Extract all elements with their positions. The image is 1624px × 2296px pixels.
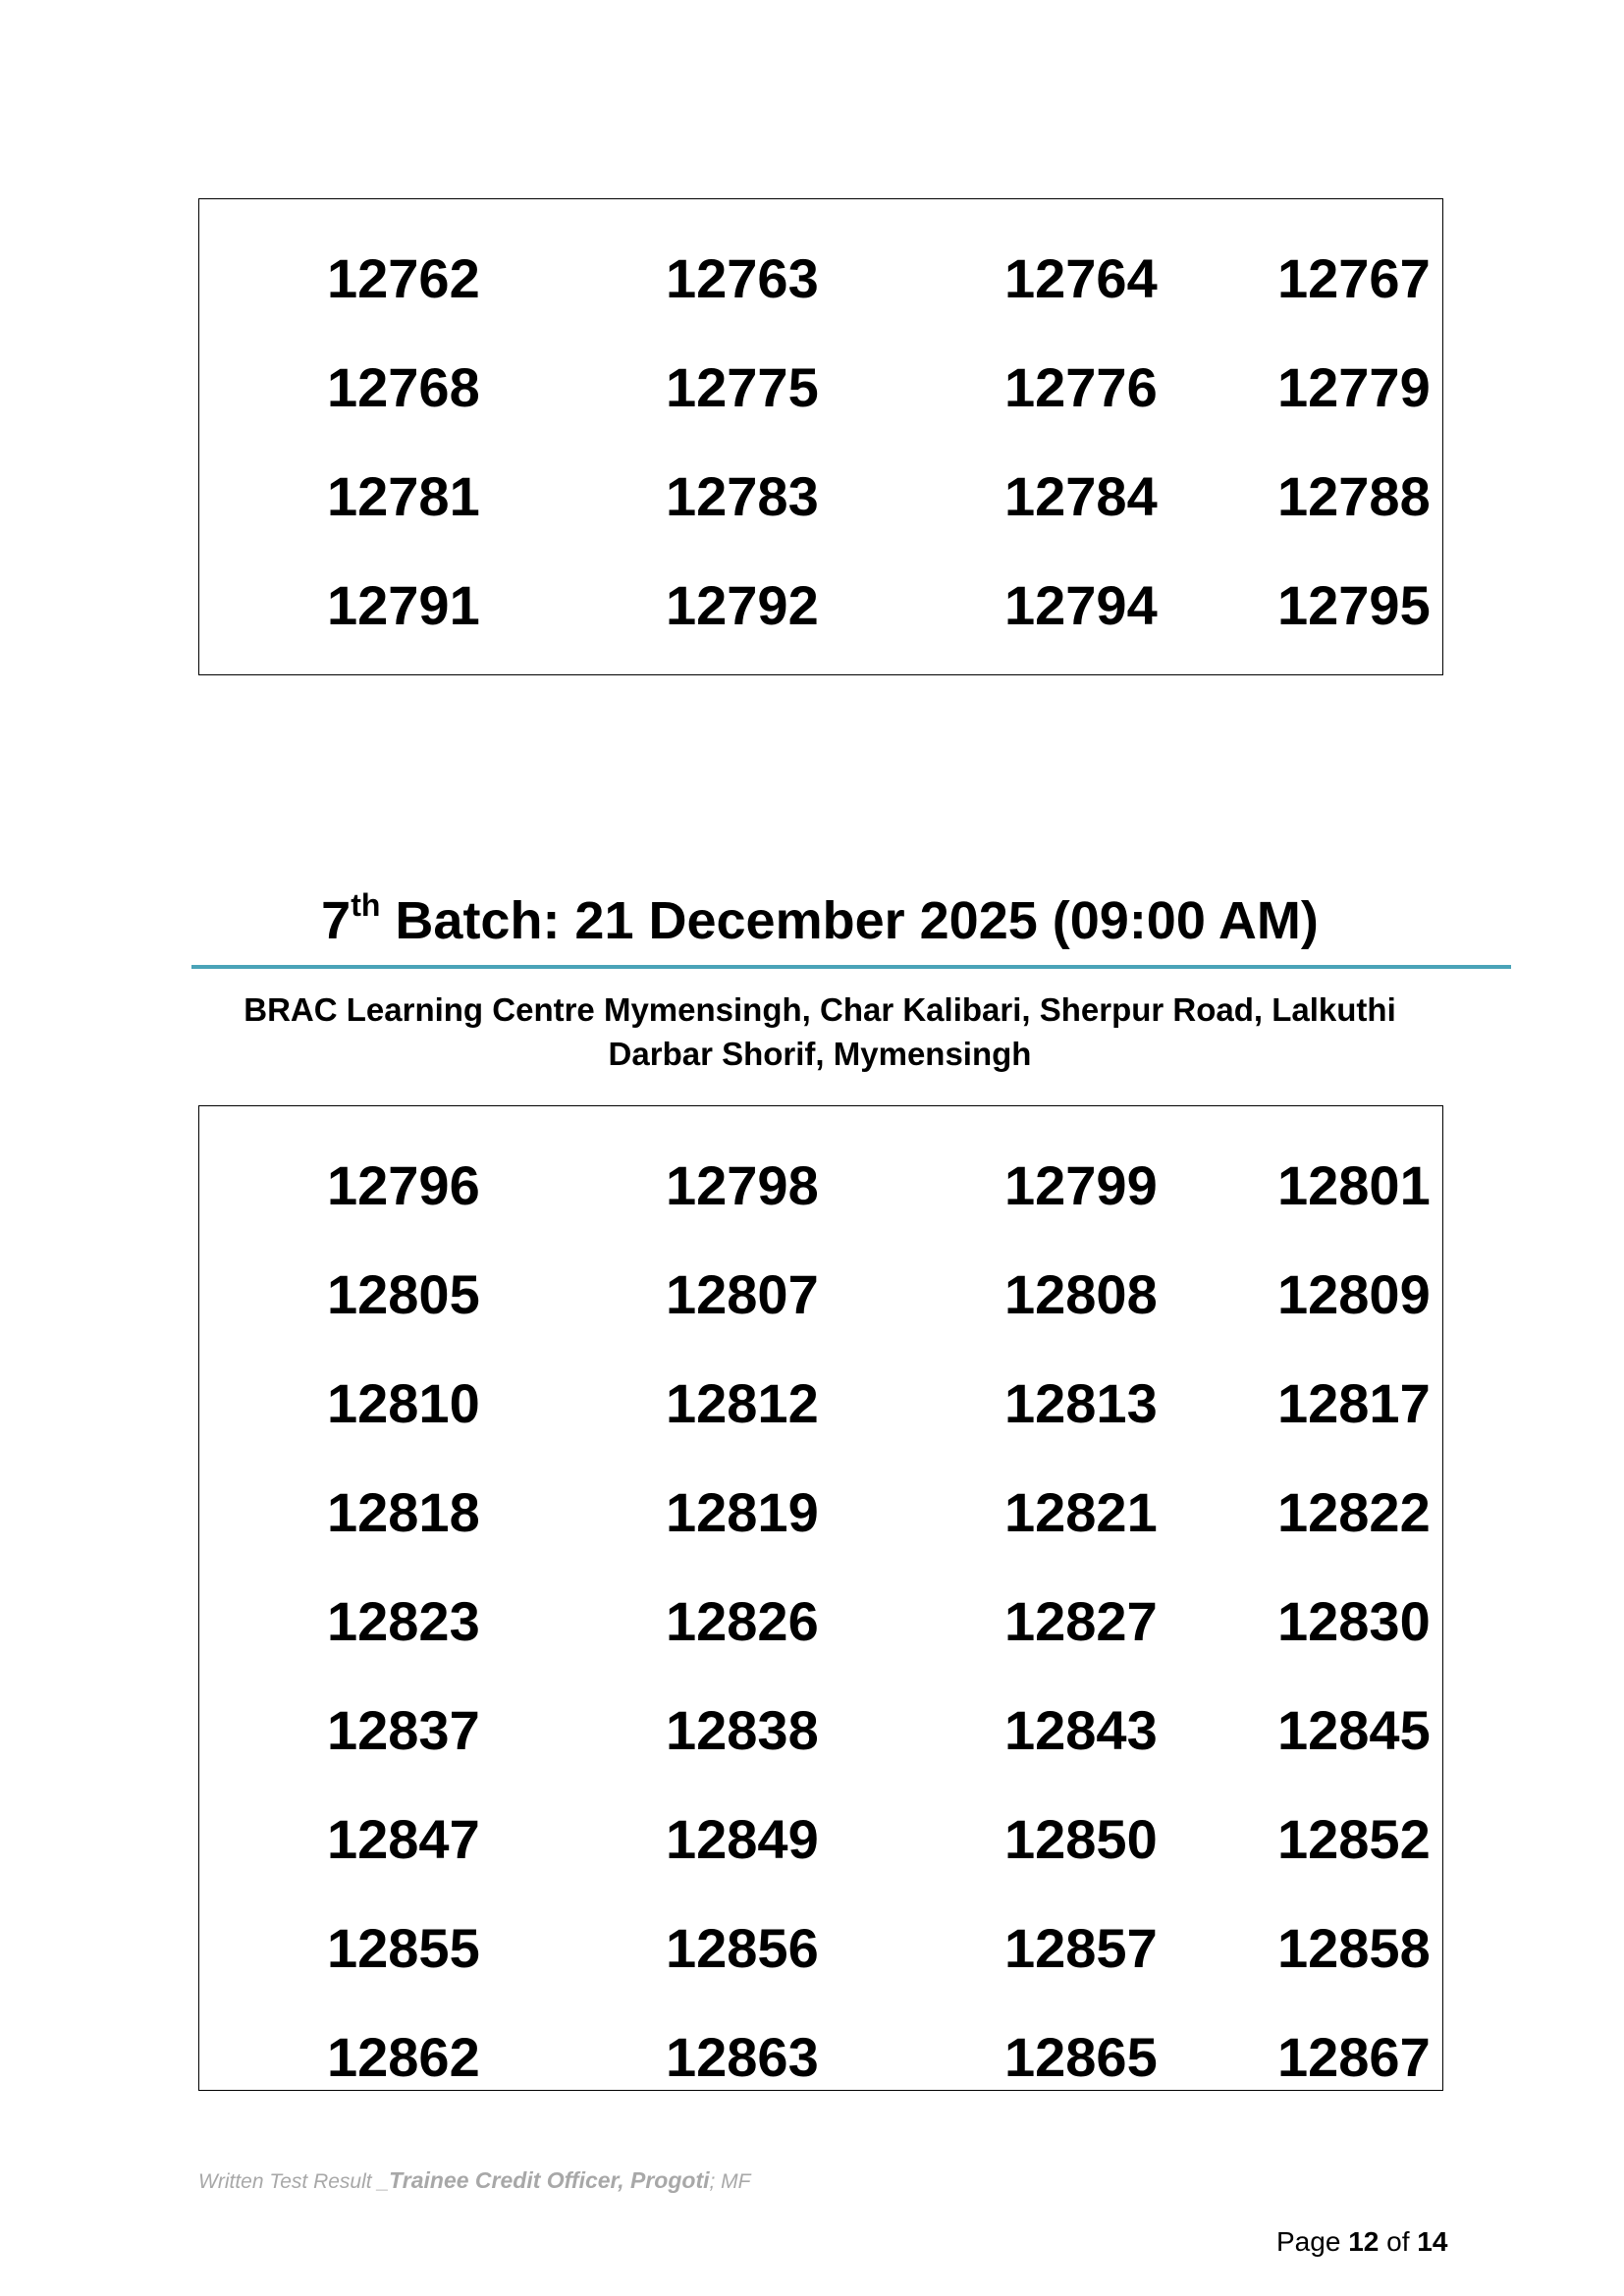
page-number: [1276, 2226, 1447, 2258]
roll-number-cell: 12808: [1004, 1263, 1158, 1325]
roll-number-cell: 12826: [666, 1590, 819, 1652]
roll-number-cell: 12788: [1277, 465, 1431, 527]
footer-note: [198, 2167, 751, 2194]
roll-number-cell: 12830: [1277, 1590, 1431, 1652]
roll-number-cell: 12796: [327, 1154, 480, 1216]
roll-number-cell: 12813: [1004, 1372, 1158, 1434]
roll-number-cell: 12764: [1004, 247, 1158, 309]
roll-number-cell: 12855: [327, 1917, 480, 1979]
roll-number-cell: 12862: [327, 2026, 480, 2088]
table-row: [199, 1483, 1442, 1542]
page-of-label: of: [1386, 2226, 1410, 2257]
roll-number-cell: 12827: [1004, 1590, 1158, 1652]
roll-number-cell: 12817: [1277, 1372, 1431, 1434]
roll-number-cell: 12768: [327, 356, 480, 418]
roll-number-cell: 12767: [1277, 247, 1431, 309]
roll-number-cell: 12791: [327, 574, 480, 636]
roll-number-cell: 12856: [666, 1917, 819, 1979]
roll-number-cell: 12810: [327, 1372, 480, 1434]
roll-number-cell: 12823: [327, 1590, 480, 1652]
roll-number-cell: 12794: [1004, 574, 1158, 636]
table-row: [199, 1810, 1442, 1869]
batch-heading: [0, 886, 1624, 955]
roll-number-cell: 12812: [666, 1372, 819, 1434]
roll-number-cell: 12781: [327, 465, 480, 527]
roll-number-cell: 12775: [666, 356, 819, 418]
page-total: 14: [1417, 2226, 1448, 2257]
roll-number-cell: 12798: [666, 1154, 819, 1216]
roll-number-table-bottom: [198, 1105, 1443, 2091]
roll-number-cell: 12821: [1004, 1481, 1158, 1543]
table-row: [199, 1265, 1442, 1324]
roll-number-cell: 12779: [1277, 356, 1431, 418]
venue-address: BRAC Learning Centre Mymensingh, Char Kalibari, Sherpur Road, Lalkuthi Darbar Shorif, Mymensingh: [244, 991, 1396, 1072]
roll-number-cell: 12838: [666, 1699, 819, 1761]
table-row: [199, 1701, 1442, 1760]
page-current: 12: [1348, 2226, 1380, 2257]
roll-number-cell: 12762: [327, 247, 480, 309]
roll-number-cell: 12847: [327, 1808, 480, 1870]
roll-number-cell: 12850: [1004, 1808, 1158, 1870]
roll-number-cell: 12818: [327, 1481, 480, 1543]
table-row: [199, 576, 1442, 635]
table-row: [199, 249, 1442, 308]
roll-number-cell: 12792: [666, 574, 819, 636]
roll-number-cell: 12776: [1004, 356, 1158, 418]
batch-number: 7: [321, 891, 352, 950]
roll-number-cell: 12795: [1277, 574, 1431, 636]
roll-number-cell: 12837: [327, 1699, 480, 1761]
roll-number-cell: 12783: [666, 465, 819, 527]
roll-number-cell: 12849: [666, 1808, 819, 1870]
roll-number-cell: 12852: [1277, 1808, 1431, 1870]
footer-suffix: ; MF: [709, 2170, 751, 2193]
table-row: [199, 358, 1442, 417]
batch-date-time: Batch: 21 December 2025 (09:00 AM): [380, 891, 1319, 950]
roll-number-cell: 12858: [1277, 1917, 1431, 1979]
roll-number-cell: 12819: [666, 1481, 819, 1543]
roll-number-cell: 12867: [1277, 2026, 1431, 2088]
roll-number-cell: 12805: [327, 1263, 480, 1325]
footer-prefix: Written Test Result _: [198, 2170, 390, 2193]
roll-number-cell: 12843: [1004, 1699, 1158, 1761]
footer-highlight: Trainee Credit Officer, Progoti: [389, 2167, 710, 2193]
roll-number-table-top: [198, 198, 1443, 675]
roll-number-cell: 12857: [1004, 1917, 1158, 1979]
batch-ordinal-suffix: th: [351, 887, 381, 923]
table-row: [199, 1374, 1442, 1433]
table-row: [199, 1592, 1442, 1651]
roll-number-cell: 12845: [1277, 1699, 1431, 1761]
roll-number-cell: 12799: [1004, 1154, 1158, 1216]
roll-number-cell: 12801: [1277, 1154, 1431, 1216]
heading-divider: [191, 965, 1511, 969]
roll-number-cell: 12763: [666, 247, 819, 309]
page-label: Page: [1276, 2226, 1341, 2257]
roll-number-cell: 12863: [666, 2026, 819, 2088]
table-row: [199, 1156, 1442, 1215]
roll-number-cell: 12784: [1004, 465, 1158, 527]
roll-number-cell: 12822: [1277, 1481, 1431, 1543]
roll-number-cell: 12809: [1277, 1263, 1431, 1325]
roll-number-cell: 12807: [666, 1263, 819, 1325]
table-row: [199, 467, 1442, 526]
roll-number-cell: 12865: [1004, 2026, 1158, 2088]
table-row: [199, 2028, 1442, 2087]
table-row: [199, 1919, 1442, 1978]
